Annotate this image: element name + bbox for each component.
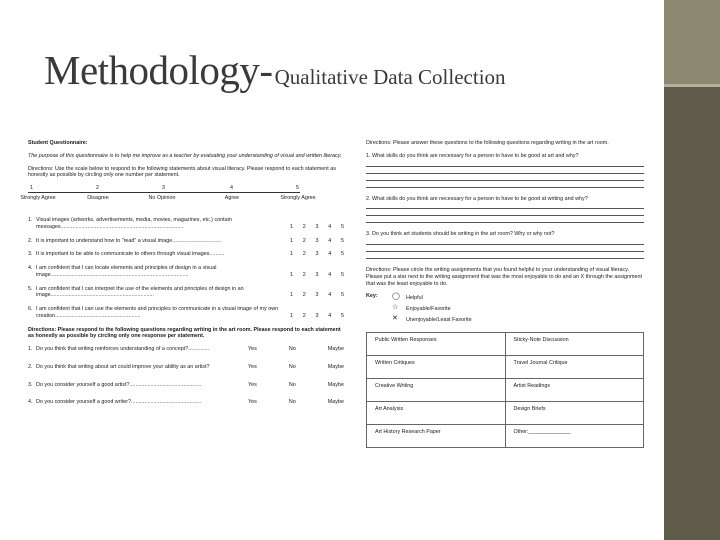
rating-option: 3 [315, 237, 319, 244]
table-cell: Travel Journal Critique [506, 356, 645, 379]
statement-ratings [290, 251, 344, 258]
answer-option: Maybe [327, 363, 344, 370]
answer-line [366, 209, 644, 216]
yes-no-item [28, 382, 344, 389]
statement-item [28, 286, 344, 300]
statement-ratings [290, 272, 344, 279]
scale-label: Strongly Agree [20, 195, 56, 201]
questionnaire-heading: Student Questionnaire: [28, 140, 88, 146]
answer-option: Maybe [327, 381, 344, 388]
scale-number: 3 [162, 185, 165, 191]
title-sub: Qualitative Data Collection [274, 65, 506, 89]
rating-scale [20, 185, 344, 217]
yes-no-item [28, 399, 344, 406]
statement-number: 3. [28, 251, 33, 258]
answer-option: Yes [248, 346, 257, 352]
rating-option: 3 [315, 271, 319, 278]
answer-line [366, 160, 644, 167]
yes-no-item [28, 364, 344, 371]
scale-number: 5 [296, 185, 299, 191]
key-text: Helpful [406, 295, 423, 302]
table-cell: Artist Readings [506, 379, 645, 402]
rating-option: 4 [328, 223, 332, 230]
rating-option: 5 [341, 251, 344, 258]
statement-text: I am confident that I can locate elements and principles of design in a visual image............................................................................................ [36, 265, 217, 278]
rating-option: 2 [302, 223, 306, 230]
question-number: 1. [28, 346, 33, 352]
statement-number: 5. [28, 285, 33, 292]
answer-option: No [288, 346, 296, 352]
rating-option: 3 [315, 223, 319, 230]
symbol-key [366, 293, 644, 326]
answer-line [366, 252, 644, 259]
rating-option: 1 [290, 223, 293, 230]
answer-option: Yes [248, 363, 257, 370]
question-number: 2. [366, 195, 371, 202]
statement-text: I am confident that I can use the elements and principles to communicate in a visual image of my own creation......................................................... [36, 306, 279, 319]
answer-line [366, 245, 644, 252]
table-cell: Art Analysis [367, 402, 506, 425]
statement-text: It is important to be able to communicate to others through visual images.......... [36, 251, 225, 258]
directions-visual: Directions: Use the scale below to respond to the following statements about visual literacy. Please respond to each statement as honestly as possible by circling only one number per statement. [28, 165, 336, 179]
rating-option: 4 [328, 271, 332, 278]
rating-option: 5 [341, 312, 344, 319]
scale-number: 4 [230, 185, 233, 191]
scale-line [28, 192, 300, 193]
statement-item [28, 251, 344, 258]
rating-option: 1 [290, 271, 293, 278]
statement-text: It is important to understand how to "read" a visual image................................. [36, 237, 222, 244]
scale-label: No Opinion [148, 195, 176, 201]
questionnaire-left-column [20, 140, 344, 417]
table-cell: Art History Research Paper [367, 425, 506, 448]
rating-option: 4 [328, 237, 332, 244]
answer-option: Yes [248, 381, 257, 388]
statement-text: I am confident that I can interpret the use of the elements and principles of design in an image..................................................................... [36, 285, 244, 299]
answer-line [366, 216, 644, 223]
statement-ratings [290, 313, 344, 320]
assignments-table [366, 332, 644, 448]
question-number: 1. [366, 152, 371, 159]
decor-band-divider [664, 84, 720, 87]
statement-ratings [290, 238, 344, 245]
rating-option: 5 [341, 271, 344, 278]
table-cell: Sticky-Note Discussion [506, 333, 645, 356]
yes-no-item [28, 346, 344, 353]
rating-option: 2 [302, 271, 306, 278]
rating-option: 2 [302, 292, 306, 299]
star-icon: ☆ [392, 304, 399, 312]
rating-option: 4 [328, 292, 332, 299]
key-row [366, 293, 644, 304]
answer-line [366, 174, 644, 181]
table-row [367, 379, 644, 402]
answer-option: No [288, 363, 296, 370]
question-text: What skills do you think are necessary for a person to have to be good at art and why? [372, 152, 579, 159]
statement-number: 4. [28, 265, 33, 271]
rating-option: 4 [328, 312, 332, 319]
answer-options [248, 399, 344, 406]
answer-option: No [288, 399, 296, 406]
key-text: Unenjoyable/Least Favorite [406, 317, 472, 324]
decor-band-top [664, 0, 720, 84]
answer-option: Yes [248, 399, 257, 406]
slide-title [44, 47, 506, 93]
table-cell: Creative Writing [367, 379, 506, 402]
rating-option: 1 [290, 292, 293, 299]
open-question [366, 196, 644, 224]
statement-item [28, 217, 344, 231]
question-text: Do you think that writing about art could improve your ability as an artist? [36, 363, 210, 370]
statement-number: 1. [28, 217, 33, 223]
answer-options [248, 382, 344, 389]
question-text: Do you consider yourself a good writer?............................................... [36, 399, 202, 406]
question-text: Do you think that writing reinforces understanding of a concept?.............. [36, 346, 210, 352]
directions-open-questions: Directions: Please answer these questions to the following questions regarding writing in the art room. [366, 140, 609, 146]
rating-option: 5 [341, 237, 344, 244]
rating-option: 4 [328, 251, 332, 258]
rating-option: 3 [315, 292, 319, 299]
rating-option: 1 [290, 237, 293, 244]
answer-option: Maybe [327, 399, 344, 406]
question-number: 4. [28, 399, 33, 406]
scale-number: 2 [96, 185, 99, 191]
rating-option: 1 [290, 312, 293, 319]
answer-options [248, 364, 344, 371]
rating-option: 5 [341, 292, 344, 299]
statement-ratings [290, 224, 344, 231]
question-number: 2. [28, 363, 33, 370]
question-text: Do you think art students should be writing in the art room? Why or why not? [372, 231, 555, 238]
rating-option: 5 [341, 223, 344, 230]
table-row [367, 402, 644, 425]
title-main: Methodology- [44, 47, 273, 93]
statement-number: 6. [28, 306, 33, 312]
key-text: Enjoyable/Favorite [406, 306, 451, 313]
circle-icon: ◯ [392, 293, 400, 301]
statement-item [28, 306, 344, 320]
rating-option: 2 [302, 251, 306, 258]
x-icon: ✕ [392, 315, 398, 323]
answer-line [366, 167, 644, 174]
statement-item [28, 265, 344, 279]
directions-writing: Directions: Please respond to the following questions regarding writing in the art room. Please respond to each statement as honestly as possible by circling only one response per statement. [28, 326, 341, 340]
table-cell: Design Briefs [506, 402, 645, 425]
answer-option: Maybe [327, 346, 344, 352]
key-row [366, 304, 644, 315]
scale-label: Agree [224, 195, 240, 201]
question-number: 3. [28, 381, 33, 388]
statement-number: 2. [28, 237, 33, 244]
directions-assignments: Directions: Please circle the writing assignments that you found helpful to your understanding of visual literacy. Please put a star next to the writing assignment that was the most enjoyable to do and an X through the assignment that was the least enjoyable to do. [366, 267, 642, 287]
rating-option: 3 [315, 251, 319, 258]
key-label: Key: [366, 293, 378, 300]
statement-item [28, 238, 344, 245]
table-cell: Other:______________ [506, 425, 645, 448]
purpose-text: The purpose of this questionnaire is to help me improve as a teacher by evaluating your understanding of visual and written literacy. [28, 152, 342, 159]
key-row [366, 315, 644, 326]
decor-band-bottom [664, 84, 720, 540]
table-cell: Public Written Responses [367, 333, 506, 356]
rating-option: 3 [315, 312, 319, 319]
question-number: 3. [366, 231, 371, 238]
answer-line [366, 181, 644, 188]
table-row [367, 333, 644, 356]
scale-label: Disagree [87, 195, 109, 201]
open-question [366, 231, 644, 259]
scale-number: 1 [30, 185, 33, 191]
question-text: What skills do you think are necessary for a person to have to be good at writing and why? [372, 195, 588, 202]
table-row [367, 356, 644, 379]
rating-option: 1 [290, 251, 293, 258]
question-text: Do you consider yourself a good artist?................................................ [36, 381, 202, 388]
answer-options [248, 346, 344, 353]
rating-option: 2 [302, 237, 306, 244]
answer-line [366, 238, 644, 245]
rating-option: 2 [302, 312, 306, 319]
questionnaire-image [20, 140, 644, 492]
questionnaire-right-column [366, 140, 644, 448]
table-cell: Written Critiques [367, 356, 506, 379]
scale-label: Strongly Agree [280, 195, 316, 201]
answer-option: No [288, 381, 296, 388]
table-row [367, 425, 644, 448]
answer-line [366, 202, 644, 209]
open-question [366, 153, 644, 188]
statement-ratings [290, 292, 344, 299]
statement-text: Visual images (artworks, advertisements, media, movies, magazines, etc.) contain messages.................................................................................. [36, 217, 232, 230]
